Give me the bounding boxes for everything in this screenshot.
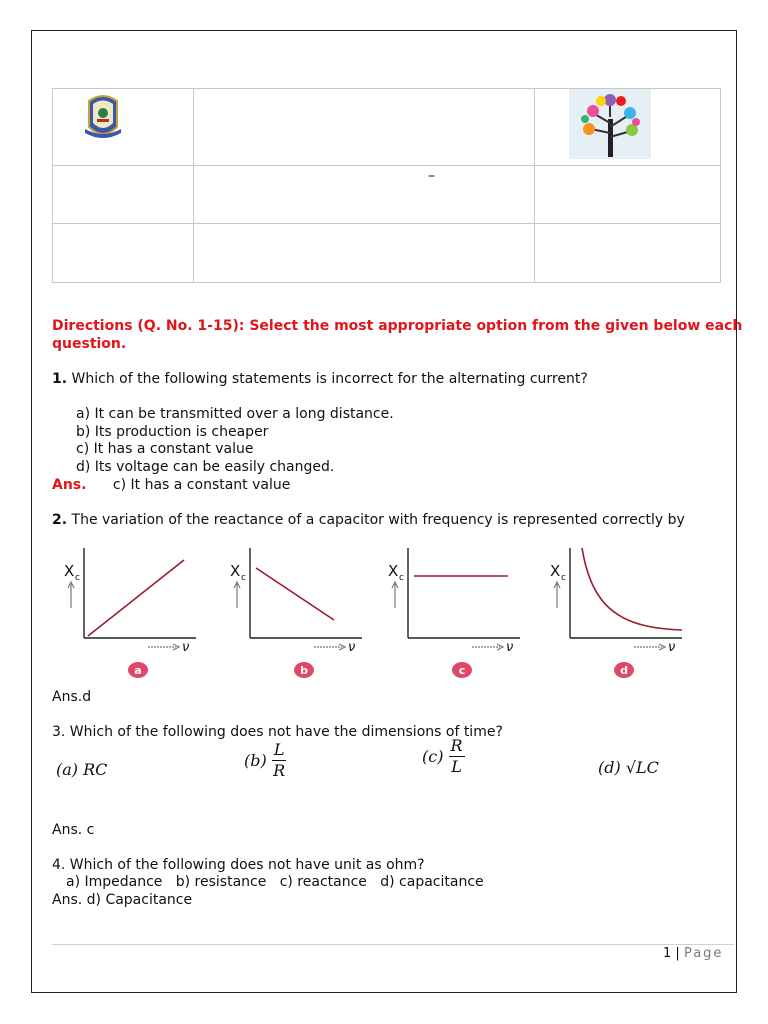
graph-y-subscript: c	[241, 573, 246, 583]
reactance-curve	[88, 560, 184, 636]
header-cell	[53, 166, 194, 224]
graph-x-label: ν	[182, 640, 190, 655]
question-2	[52, 511, 685, 529]
q3-answer: Ans. c	[52, 822, 95, 838]
header-cell	[194, 166, 535, 224]
q3-option-c: (c) $\frac{R}{L}$	[422, 736, 463, 776]
reactance-graphs	[52, 538, 732, 688]
question-4: 4. Which of the following does not have unit as ohm?	[52, 857, 425, 873]
answer-text: c) It has a constant value	[112, 477, 291, 493]
q1-option-d: d) Its voltage can be easily changed.	[76, 459, 335, 475]
fraction-l-over-r: $\frac{L}{R}$	[273, 740, 286, 780]
footer-divider	[52, 944, 734, 945]
question-text: Which of the following statements is incorrect for the alternating current?	[71, 371, 588, 387]
graph-x-label: ν	[348, 640, 356, 655]
question-1	[52, 370, 588, 388]
page-footer	[663, 946, 723, 961]
answer-label: Ans.	[52, 477, 87, 493]
graph-x-label: ν	[506, 640, 514, 655]
q1-answer	[52, 476, 290, 494]
tree-logo-cell	[535, 89, 721, 166]
question-text: The variation of the reactance of a capacitor with frequency is represented correctly by	[71, 512, 685, 528]
q3-option-a: (a) RC	[56, 760, 108, 779]
header-dash: –	[428, 168, 435, 184]
graph-y-subscript: c	[399, 573, 404, 583]
q4-options: a) Impedance b) resistance c) reactance d) capacitance	[66, 874, 484, 890]
graph-y-label: X	[550, 562, 561, 580]
header-cell	[535, 166, 721, 224]
header-cell	[53, 224, 194, 283]
q2-answer: Ans.d	[52, 689, 92, 705]
q1-option-b: b) Its production is cheaper	[76, 424, 269, 440]
directions-text-cont: question.	[52, 336, 127, 352]
school-logo-cell	[53, 89, 194, 166]
q4-answer: Ans. d) Capacitance	[52, 892, 193, 908]
tree-logo	[535, 89, 720, 161]
page-separator: |	[675, 946, 680, 961]
school-logo	[53, 89, 193, 161]
q3-option-b: (b) $\frac{L}{R}$	[244, 740, 286, 780]
fraction-r-over-l: $\frac{R}{L}$	[450, 736, 463, 776]
directions-text: Directions (Q. No. 1-15): Select the most appropriate option from the given below each	[52, 318, 743, 334]
option-badge-label: c	[458, 664, 466, 677]
header-table	[52, 88, 721, 283]
reactance-curve	[256, 568, 334, 620]
option-badge-label: a	[134, 664, 142, 677]
graph-y-label: X	[388, 562, 399, 580]
header-title-cell	[194, 89, 535, 166]
q3-option-d: (d) √LC	[598, 758, 659, 777]
graph-y-label: X	[230, 562, 241, 580]
header-cell	[535, 224, 721, 283]
page-number: 1	[663, 946, 672, 961]
graph-y-subscript: c	[561, 573, 566, 583]
question-number: 1.	[52, 371, 68, 387]
option-badge-label: d	[620, 664, 628, 677]
q1-option-a: a) It can be transmitted over a long distance.	[76, 406, 394, 422]
question-3: 3. Which of the following does not have the dimensions of time?	[52, 724, 503, 740]
option-badge-label: b	[300, 664, 308, 677]
graph-y-subscript: c	[75, 573, 80, 583]
graph-x-label: ν	[668, 640, 676, 655]
graph-y-label: X	[64, 562, 75, 580]
reactance-curve	[582, 548, 682, 630]
q1-option-c: c) It has a constant value	[76, 441, 254, 457]
question-number: 2.	[52, 512, 68, 528]
page-word: Page	[683, 946, 724, 961]
header-cell	[194, 224, 535, 283]
